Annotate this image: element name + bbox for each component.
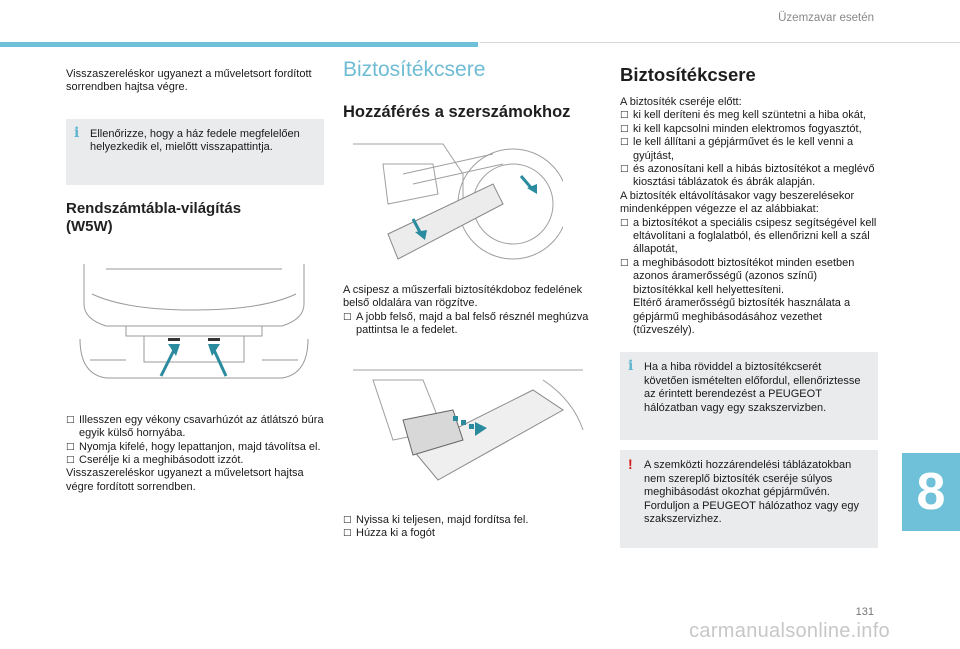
- list-item: □ le kell állítani a gépjárművet és le kell venni a gyújtást,: [620, 136, 878, 163]
- fuse-lead: A biztosíték cseréje előtt:: [620, 96, 742, 108]
- warning-icon: !: [628, 456, 633, 473]
- top-accent-bar: [0, 42, 478, 47]
- list-item: □ A jobb felső, majd a bal felső résznél meghúzva pattintsa le a fedelet.: [343, 311, 603, 338]
- car-rear-svg: [66, 264, 322, 384]
- list-item: □ Nyissa ki teljesen, majd fordítsa fel.: [343, 514, 603, 527]
- info-icon: i: [628, 358, 634, 375]
- subsection-title-tools: Hozzáférés a szerszámokhoz: [343, 103, 571, 121]
- info-icon: i: [74, 124, 80, 141]
- info-note-text: Ellenőrizze, hogy a ház fedele megfelelően helyezkedik el, mielőtt visszapattintja.: [90, 127, 300, 154]
- warning-note-text: A szemközti hozzárendelési táblázatokban nem szereplő biztosíték cseréje súlyos meghibásodást okozhat gépjárművén. Forduljon a PEUGEOT hálózathoz vagy egy szakszervizhez.: [644, 459, 860, 525]
- list-item: □ a biztosítékot a speciális csipesz segítségével kell eltávolítani a foglalatból, és ellenőrizni kell a szál állapotát,: [620, 217, 878, 257]
- info-note: [66, 119, 324, 185]
- info-note: [620, 352, 878, 440]
- plate-light-steps: [66, 414, 324, 468]
- list-item: □ ki kell kapcsolni minden elektromos fogyasztót,: [620, 123, 878, 136]
- page-header-title: Üzemzavar esetén: [778, 12, 874, 24]
- fusebox-cover-illustration: [343, 134, 563, 276]
- header-divider: [480, 42, 960, 43]
- list-item: □ ki kell deríteni és meg kell szüntetni a hiba okát,: [620, 109, 878, 122]
- list-item: □ Nyomja kifelé, hogy lepattanjon, majd távolítsa el.: [66, 441, 324, 454]
- page-number: 131: [855, 606, 874, 618]
- extra-text: Eltérő áramerősségű biztosíték használata a gépjármű meghibásodásához vezethet (tűzveszély).: [633, 297, 851, 336]
- section-title-fuse-light: Biztosítékcsere: [343, 58, 486, 81]
- list-item: □ Cserélje ki a meghibásodott izzót.: [66, 454, 324, 467]
- pre-steps: [620, 109, 878, 189]
- warning-note: [620, 450, 878, 548]
- removal-steps: [620, 217, 878, 297]
- cover-steps: [343, 311, 603, 338]
- removal-lead: A biztosíték eltávolításakor vagy beszerelésekor mindenképpen végezze el az alábbiakat:: [620, 189, 855, 216]
- open-steps: [343, 514, 603, 541]
- outro-text: Visszaszereléskor ugyanezt a műveletsort hajtsa végre fordított sorrendben.: [66, 467, 304, 493]
- fusebox-open-illustration: [343, 360, 593, 500]
- list-item: □ a meghibásodott biztosítékot minden esetben azonos áramerősségű (azonos színű) biztosítékkal kell helyettesíteni.: [620, 257, 878, 297]
- list-item: □ Húzza ki a fogót: [343, 527, 603, 540]
- section-title-fuse: Biztosítékcsere: [620, 64, 756, 85]
- watermark: carmanualsonline.info: [689, 620, 890, 642]
- intro-text: Visszaszereléskor ugyanezt a műveletsort fordított sorrendben hajtsa végre.: [66, 68, 312, 94]
- chapter-tab: 8: [902, 453, 960, 531]
- rear-bumper-illustration: [66, 264, 322, 384]
- column-middle: [343, 58, 603, 540]
- column-right: [620, 58, 878, 548]
- section-title-plate-light: Rendszámtábla-világítás (W5W): [66, 199, 242, 235]
- info-note-text: Ha a hiba röviddel a biztosítékcserét követően ismételten előfordul, ellenőriztesse az érintett berendezést a PEUGEOT hálózatban vagy egy szakszervizben.: [644, 361, 861, 414]
- fusebox-open-svg: [343, 360, 593, 500]
- tool-caption: A csipesz a műszerfali biztosítékdoboz fedelének belső oldalára van rögzítve.: [343, 284, 583, 310]
- fusebox-cover-svg: [343, 134, 563, 276]
- list-item: □ Illesszen egy vékony csavarhúzót az átlátszó búra egyik külső hornyába.: [66, 414, 324, 441]
- list-item: □ és azonosítani kell a hibás biztosítékot a meglévő kiosztási táblázatok és ábrák alapján.: [620, 163, 878, 190]
- column-left: [66, 68, 324, 494]
